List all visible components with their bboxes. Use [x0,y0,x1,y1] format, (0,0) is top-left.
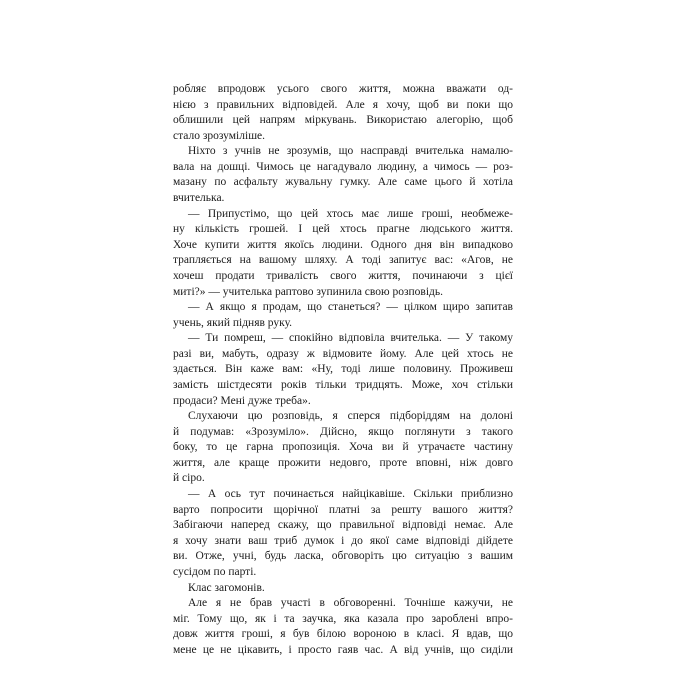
text-line: Але я не брав участі в обговоренні. Точніше кажучи, не [188,597,513,610]
text-line: Ніхто з учнів не зрозумів, що насправді вчителька намалю- [188,145,513,158]
body-text [173,82,513,658]
text-line: вала на дошці. Чимось це нагадувало людину, а чимось — роз- [173,160,513,173]
text-line: Забігаючи наперед скажу, що правильної відповіді немає. Але [173,519,513,532]
text-line: ну кількість грошей. І цей хтось прагне людського життя. [173,223,513,236]
text-line: нією з правильних відповідей. Але я хочу, щоб ви поки що [173,98,513,111]
text-line: Слухаючи цю розповідь, я сперся підборіддям на долоні [188,410,513,423]
text-line: трапляється на вашому шляху. А тоді запитує вас: «Агов, не [173,254,513,267]
text-line: ви. Отже, учні, будь ласка, обговоріть цю ситуацію з вашим [173,550,513,563]
text-line: міг. Тому що, як і та заучка, яка казала про зароблені впро- [173,612,513,625]
text-line: робляє впродовж усього свого життя, можна вважати од- [173,83,513,95]
text-line: миті?» — учителька раптово зупинила свою розповідь. [173,285,444,298]
text-line: варто попросити щорічної платні за решту вашого життя? [173,503,513,516]
text-line: мене це не цікавить, і просто гаяв час. А від учнів, що сиділи [173,643,513,656]
text-line: мазану по асфальту жувальну гумку. Але саме цього й хотіла [173,176,513,189]
text-line: — Ти помреш, — спокійно відповіла вчителька. — У такому [188,332,513,345]
text-line: — Припустімо, що цей хтось має лише гроші, необмеже- [188,207,513,220]
text-line: замість шістдесяти років тільки тридцять. Може, хоч стільки [173,378,513,391]
text-line: учень, який підняв руку. [173,316,293,329]
text-line: я хочу знати ваш триб думок і до якої саме відповіді дійдете [173,534,513,547]
text-line: й подумав: «Зрозуміло». Дійсно, якщо поглянути з такого [173,425,513,438]
text-line: життя, але краще прожити недовго, проте вповні, ніж довго [173,456,513,469]
text-line: разі ви, мабуть, одразу ж відмовите йому. Але цей хтось не [173,347,513,360]
text-line: боку, то це гарна пропозиція. Хоча ви й утрачаєте частину [173,441,513,454]
text-line: вчителька. [173,192,225,205]
text-line: хочеш продати тривалість свого життя, починаючи з цієї [173,269,513,282]
text-line: сусідом по парті. [173,565,257,578]
text-line: — А ось тут починається найцікавіше. Скільки приблизно [188,488,513,501]
text-line: стало зрозуміліше. [173,129,266,142]
text-line: здається. Він каже вам: «Ну, тоді лише половину. Проживеш [173,363,513,376]
text-line: продаси? Мені дуже треба». [173,394,311,407]
text-line: облишили цей напрям міркувань. Використаю алегорію, щоб [173,114,513,127]
text-line: довж життя гроші, я був білою вороною в класі. Я вдав, що [173,628,513,641]
text-line: — А якщо я продам, що станеться? — цілком щиро запитав [188,301,513,314]
text-line: Клас загомонів. [188,581,265,594]
text-line: Хоче купити життя якоїсь людини. Одного дня він випадково [173,238,513,251]
text-line: й сіро. [173,472,205,485]
